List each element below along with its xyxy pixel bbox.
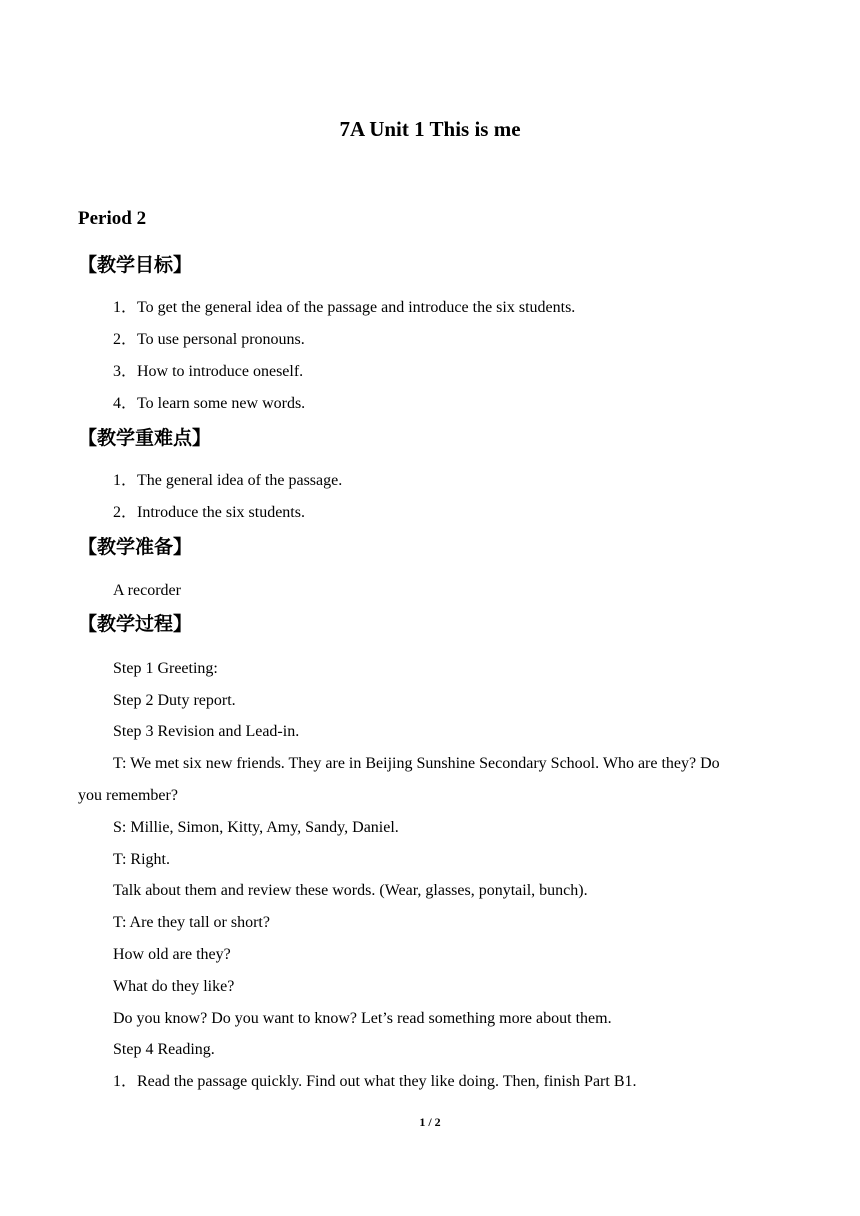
process-line: What do they like? [113, 978, 235, 995]
document-title: 7A Unit 1 This is me [339, 117, 521, 141]
process-line: T: Right. [113, 851, 170, 868]
process-line: Step 3 Revision and Lead-in. [113, 723, 300, 740]
process-line: Do you know? Do you want to know? Let’s read something more about them. [113, 1010, 612, 1027]
period-heading: Period 2 [78, 208, 147, 229]
process-line: you remember? [78, 787, 178, 804]
process-line: Step 4 Reading. [113, 1041, 215, 1058]
process-line: 1．Read the passage quickly. Find out what they like doing. Then, finish Part B1. [113, 1073, 637, 1090]
process-line: S: Millie, Simon, Kitty, Amy, Sandy, Daniel. [113, 819, 399, 836]
key-points-heading: 【教学重难点】 [78, 427, 212, 449]
objective-item: 4．To learn some new words. [113, 395, 306, 412]
process-line: T: We met six new friends. They are in Beijing Sunshine Secondary School. Who are they? Do [113, 755, 720, 772]
process-line: How old are they? [113, 946, 231, 963]
process-line: Step 1 Greeting: [113, 660, 218, 677]
page-number: 1 / 2 [419, 1115, 441, 1129]
preparation-item: A recorder [113, 582, 181, 599]
objective-item: 1．To get the general idea of the passage and introduce the six students. [113, 299, 576, 316]
process-line: Talk about them and review these words. (Wear, glasses, ponytail, bunch). [113, 882, 588, 899]
key-point-item: 1．The general idea of the passage. [113, 472, 343, 489]
objective-item: 2．To use personal pronouns. [113, 331, 305, 348]
objectives-heading: 【教学目标】 [78, 254, 193, 276]
objective-item: 3．How to introduce oneself. [113, 363, 304, 380]
preparation-heading: 【教学准备】 [78, 536, 193, 558]
process-line: T: Are they tall or short? [113, 914, 270, 931]
process-heading: 【教学过程】 [78, 613, 193, 635]
key-point-item: 2．Introduce the six students. [113, 504, 305, 521]
process-line: Step 2 Duty report. [113, 692, 236, 709]
